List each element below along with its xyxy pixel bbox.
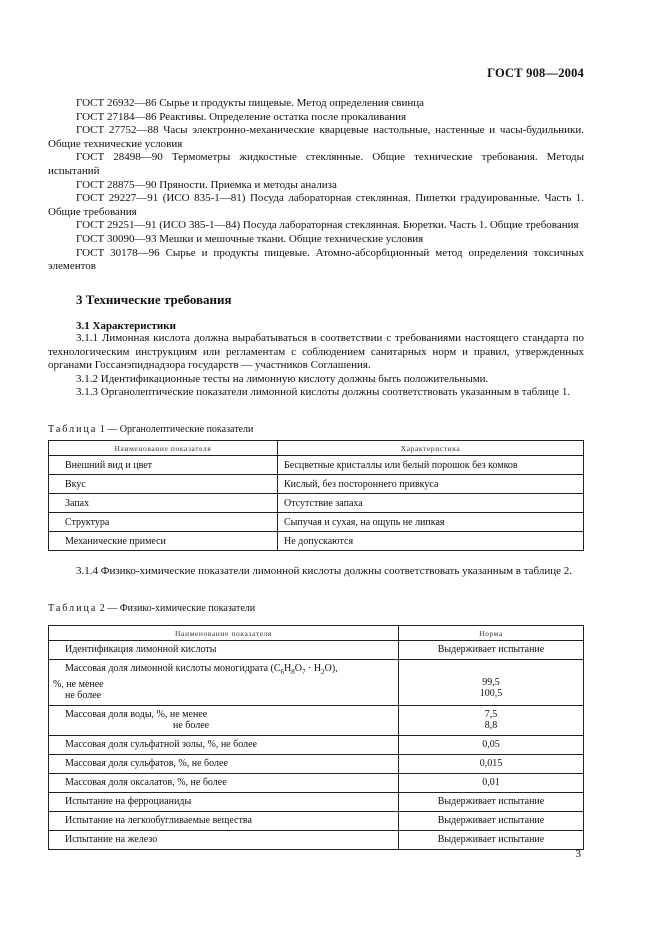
table-row xyxy=(49,754,584,773)
table-row xyxy=(49,705,584,735)
table-cell: Не допускаются xyxy=(278,532,584,551)
table-cell: Кислый, без постороннего привкуса xyxy=(278,475,584,494)
table-header-row xyxy=(49,626,584,641)
table-row xyxy=(49,532,584,551)
table-cell: 0,015 xyxy=(399,754,584,773)
table-row xyxy=(49,494,584,513)
table-row xyxy=(49,456,584,475)
table-cell xyxy=(399,705,584,735)
reference-item: ГОСТ 26932—86 Сырье и продукты пищевые. Метод определения свинца xyxy=(76,97,425,109)
table-cell: Внешний вид и цвет xyxy=(49,456,278,475)
subsection-title: 3.1 Характеристики xyxy=(76,320,176,332)
table-cell: Отсутствие запаха xyxy=(278,494,584,513)
table-cell: Массовая доля оксалатов, %, не более xyxy=(49,773,399,792)
citric-min-value: 99,5 xyxy=(482,676,500,688)
citric-max-label: не более xyxy=(65,690,102,701)
table-row xyxy=(49,475,584,494)
table-cell: Выдерживает испытание xyxy=(399,830,584,849)
table-cell: Испытание на легкообугливаемые вещества xyxy=(49,811,399,830)
table-cell: Структура xyxy=(49,513,278,532)
citric-max-value: 100,5 xyxy=(479,688,503,699)
table2-caption xyxy=(48,603,255,614)
table-cell: 0,05 xyxy=(399,735,584,754)
table-header-cell: Наименование показателя xyxy=(49,626,399,641)
paragraph-314: 3.1.4 Физико-химические показатели лимонной кислоты должны соответствовать указанным в таблице 2. xyxy=(76,565,573,577)
table-row xyxy=(49,641,584,660)
document-header: ГОСТ 908—2004 xyxy=(487,66,584,80)
table-row xyxy=(49,792,584,811)
table-cell: Запах xyxy=(49,494,278,513)
table2-caption-text: 2 — Физико-химические показатели xyxy=(99,603,256,614)
table-cell: Выдерживает испытание xyxy=(399,811,584,830)
table1-caption xyxy=(48,424,253,435)
table-row xyxy=(49,513,584,532)
table-row xyxy=(49,735,584,754)
paragraphs xyxy=(48,332,584,400)
table-header-cell: Наименование показателя xyxy=(49,441,278,456)
reference-item: ГОСТ 29227—91 (ИСО 835-1—81) Посуда лабораторная стеклянная. Пипетки градуированные. Часть 1. Общие требования xyxy=(48,192,584,218)
table-cell: Испытание на ферроцианиды xyxy=(49,792,399,811)
section-title: 3 Технические требования xyxy=(76,292,232,307)
table-row xyxy=(49,830,584,849)
table-row xyxy=(49,773,584,792)
table-header-row xyxy=(49,441,584,456)
table1-caption-text: 1 — Органолептические показатели xyxy=(99,424,254,435)
reference-item: ГОСТ 27184—86 Реактивы. Определение остатка после прокаливания xyxy=(76,110,407,123)
reference-item: ГОСТ 27752—88 Часы электронно-механические кварцевые настольные, настенные и часы-будильники. Общие технические условия xyxy=(48,124,584,150)
reference-item: ГОСТ 29251—91 (ИСО 385-1—84) Посуда лабораторная стеклянная. Бюретки. Часть 1. Общие требования xyxy=(76,219,579,232)
table-cell: Вкус xyxy=(49,475,278,494)
table-organoleptic xyxy=(48,440,584,551)
citric-acid-label: Массовая доля лимонной кислоты моногидрата $(C_6H_8O_7 \cdot H_2O)$, xyxy=(65,663,338,676)
citric-label-prefix: Массовая доля лимонной кислоты моногидрата (C xyxy=(65,663,281,674)
table-cell: Идентификация лимонной кислоты xyxy=(49,641,399,660)
references-list xyxy=(48,97,584,274)
paragraph-313: 3.1.3 Органолептические показатели лимонной кислоты должны соответствовать указанным в таблице 1. xyxy=(76,386,571,399)
table-header-cell: Норма xyxy=(399,626,584,641)
table-cell: Выдерживает испытание xyxy=(399,641,584,660)
page-number: 3 xyxy=(575,848,581,860)
table-cell: Испытание на железо xyxy=(49,830,399,849)
table1-caption-label: Таблица xyxy=(48,424,98,435)
table-cell: Механические примеси xyxy=(49,532,278,551)
table-cell xyxy=(49,660,399,706)
reference-item: ГОСТ 30090—93 Мешки и мешочные ткани. Общие технические условия xyxy=(76,232,424,245)
table-cell: Выдерживает испытание xyxy=(399,792,584,811)
paragraph-312: 3.1.2 Идентификационные тесты на лимонную кислоту должны быть положительными. xyxy=(76,372,489,385)
water-min-label: Массовая доля воды, %, не менее xyxy=(65,708,208,720)
reference-item: ГОСТ 30178—96 Сырье и продукты пищевые. Атомно-абсорбционный метод определения токсичных элементов xyxy=(48,246,584,273)
table-cell: Массовая доля сульфатов, %, не более xyxy=(49,754,399,773)
table-cell: Бесцветные кристаллы или белый порошок без комков xyxy=(278,456,584,475)
table2-caption-label: Таблица xyxy=(48,603,98,614)
table-header-cell: Характеристика xyxy=(278,441,584,456)
table-cell: 0,01 xyxy=(399,773,584,792)
paragraph-311: 3.1.1 Лимонная кислота должна вырабатываться в соответствии с требованиями настоящего стандарта по технологическим инструкциям или регламентам с соблюдением санитарных норм и правил, утвержденных органами Госсанэпиднадзора государств — участников Соглашения. xyxy=(48,332,584,372)
table-row xyxy=(49,660,584,706)
water-min-value: 7,5 xyxy=(484,708,498,720)
table-cell xyxy=(49,705,399,735)
reference-item: ГОСТ 28875—90 Пряности. Приемка и методы анализа xyxy=(76,178,337,191)
water-max-value: 8,8 xyxy=(484,720,498,731)
table-physicochemical xyxy=(48,625,584,850)
citric-min-label: %, не менее xyxy=(53,678,104,690)
citric-label-suffix: ), xyxy=(331,663,338,674)
table-cell: Массовая доля сульфатной золы, %, не более xyxy=(49,735,399,754)
water-max-label: не более xyxy=(173,720,210,731)
table-cell xyxy=(399,660,584,706)
reference-item: ГОСТ 28498—90 Термометры жидкостные стеклянные. Общие технические требования. Методы испытаний xyxy=(48,151,584,177)
table-cell: Сыпучая и сухая, на ощупь не липкая xyxy=(278,513,584,532)
table-row xyxy=(49,811,584,830)
